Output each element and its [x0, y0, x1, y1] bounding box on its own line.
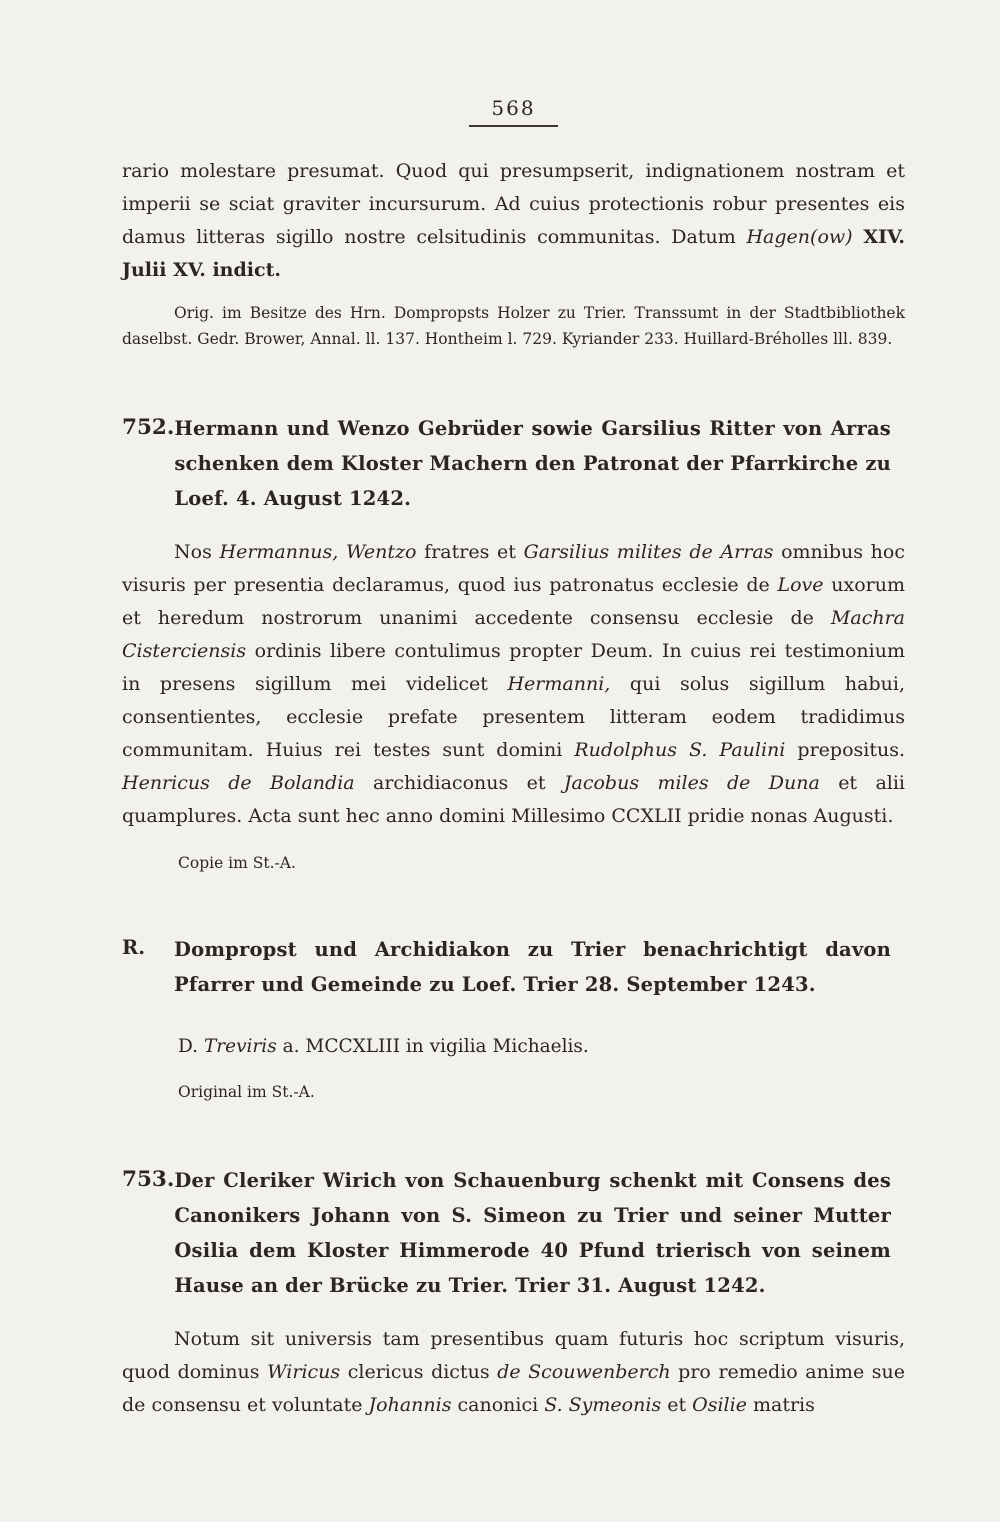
- text-segment: D.: [178, 1036, 204, 1058]
- text-segment: fratres et: [416, 540, 524, 563]
- text-segment: prepositus.: [785, 739, 905, 762]
- text-segment: omnibus hoc visuris per presentia declaramus, quod ius patronatus ecclesie de: [122, 540, 905, 596]
- text-segment: Johannis: [368, 1394, 452, 1417]
- text-segment: Machra Cisterciensis: [122, 607, 905, 663]
- page-number: 568: [469, 96, 557, 127]
- source-note-intro: Orig. im Besitze des Hrn. Dompropsts Holzer zu Trier. Transsumt in der Stadtbibliothek daselbst. Gedr. Brower, Annal. ll. 137. Hontheim l. 729. Kyriander 233. Huillard-Bréholles lll. 839.: [122, 304, 905, 348]
- text-segment: Nos: [174, 540, 220, 563]
- text-segment: Henricus de Bolandia: [122, 772, 355, 795]
- regest-number: R.: [122, 936, 145, 960]
- text-segment: et alii quamplures. Acta sunt hec anno domini Millesimo CCXLII pridie nonas Augusti.: [122, 772, 906, 828]
- text-segment: Notum sit universis tam presentibus quam futuris hoc scriptum visuris, quod dominus: [122, 1328, 905, 1384]
- text-segment: S. Symeonis: [544, 1394, 662, 1417]
- entry-752-title: Hermann und Wenzo Gebrüder sowie Garsilius Ritter von Arras schenken dem Kloster Machern den Patronat der Pfarrkirche zu Loef. 4. August 1242.: [174, 416, 891, 510]
- text-segment: pro remedio anime sue de consensu et voluntate: [122, 1361, 906, 1417]
- text-segment: canonici: [451, 1394, 545, 1417]
- text-segment: XIV. Julii XV. indict.: [122, 226, 905, 282]
- entry-752-number: 752.: [122, 414, 175, 440]
- latin-paragraph-continuation: [122, 155, 905, 287]
- entry-752-heading: [122, 411, 905, 516]
- text-segment: archidiaconus et: [354, 772, 564, 795]
- text-segment: Hermannus,: [219, 540, 339, 563]
- entry-753-number: 753.: [122, 1166, 175, 1192]
- text-segment: matris: [746, 1394, 815, 1417]
- text-segment: Hagen(ow): [746, 226, 853, 249]
- text-segment: de Scouwenberch: [497, 1361, 671, 1384]
- text-segment: a. MCCXLIII in vigilia Michaelis.: [276, 1036, 589, 1058]
- page-number-container: [122, 96, 905, 127]
- source-note-752: Copie im St.-A.: [178, 854, 296, 873]
- regest-title: Dompropst und Archidiakon zu Trier benachrichtigt davon Pfarrer und Gemeinde zu Loef. Trier 28. September 1243.: [174, 938, 891, 997]
- text-segment: et: [661, 1394, 693, 1417]
- text-segment: Love: [777, 573, 824, 596]
- text-segment: Garsilius milites de Arras: [523, 540, 774, 563]
- text-segment: Rudolphus S. Paulini: [574, 739, 786, 762]
- entry-753-body: [122, 1323, 905, 1422]
- text-segment: Osilie: [692, 1394, 747, 1417]
- entry-752-body: [122, 536, 905, 833]
- text-segment: Wiricus: [267, 1361, 341, 1384]
- regest-heading: [122, 932, 905, 1002]
- text-segment: Wentzo: [345, 540, 417, 563]
- source-note-regest: Original im St.-A.: [178, 1082, 315, 1101]
- text-segment: uxorum et heredum nostrorum unanimi accedente consensu ecclesie de: [122, 573, 905, 629]
- text-segment: rario molestare presumat. Quod qui presumpserit, indignationem nostram et imperii se sciat graviter incursurum. Ad cuius protectionis robur presentes eis damus litteras sigillo nostre celsitudinis communitas. Datum: [122, 160, 905, 249]
- text-segment: [853, 226, 864, 248]
- text-segment: Jacobus miles de Duna: [563, 772, 820, 795]
- text-segment: qui solus sigillum habui, consentientes, ecclesie prefate presentem litteram eodem tradidimus communitam. Huius rei testes sunt domini: [122, 673, 905, 762]
- text-segment: clericus dictus: [340, 1361, 498, 1384]
- entry-753-heading: [122, 1163, 905, 1303]
- regest-dating-line: [122, 1032, 905, 1062]
- text-segment: ordinis libere contulimus propter Deum. In cuius rei testimonium in presens sigillum mei videlicet: [122, 640, 905, 696]
- text-segment: Hermanni,: [507, 673, 611, 696]
- text-segment: Treviris: [203, 1036, 277, 1058]
- text-segment: [338, 541, 346, 563]
- entry-753-title: Der Cleriker Wirich von Schauenburg schenkt mit Consens des Canonikers Johann von S. Simeon zu Trier und seiner Mutter Osilia dem Kloster Himmerode 40 Pfund trierisch von seinem Hause an der Brücke zu Trier. Trier 31. August 1242.: [174, 1168, 891, 1297]
